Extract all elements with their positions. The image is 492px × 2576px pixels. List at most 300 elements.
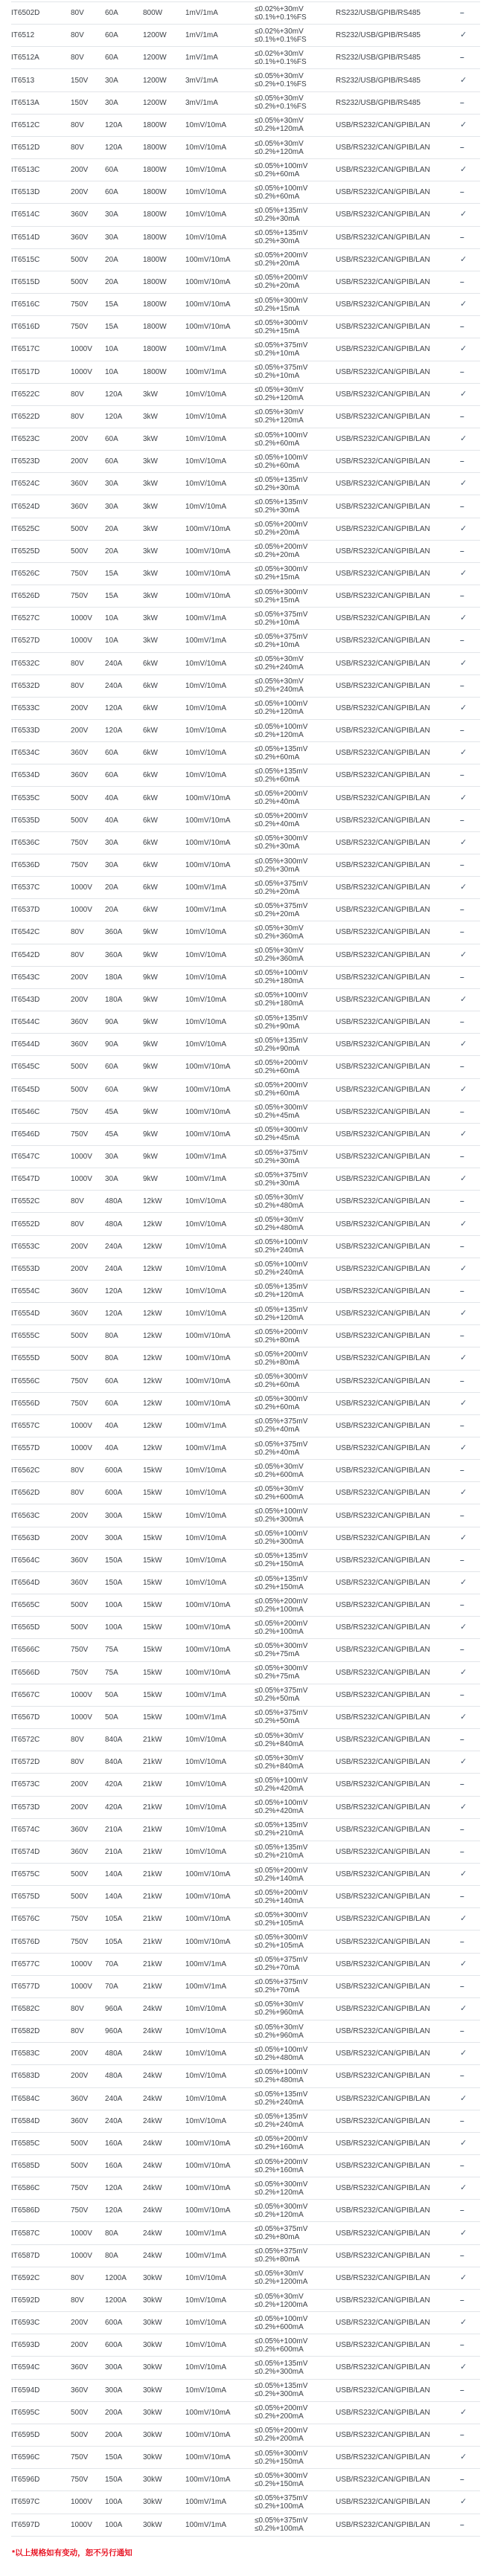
accuracy-voltage-value: ≤0.05%+300mV — [255, 2471, 308, 2480]
interfaces-value: USB/RS232/CAN/GPIB/LAN — [336, 1623, 430, 1632]
model-cell — [11, 1841, 71, 1863]
power-cell — [143, 226, 185, 248]
voltage-value: 1000V — [71, 637, 92, 645]
resolution-value: 100mV/10mA — [185, 255, 231, 264]
current-value: 90A — [105, 1040, 118, 1049]
power-value: 1200W — [143, 76, 167, 85]
interfaces-value: USB/RS232/CAN/GPIB/LAN — [336, 1960, 430, 1968]
model-cell — [11, 608, 71, 630]
accuracy-cell — [255, 2289, 336, 2311]
resolution-cell — [185, 2312, 255, 2334]
power-cell — [143, 764, 185, 787]
model-label: IT6584C — [11, 2094, 40, 2103]
interfaces-cell — [336, 518, 460, 540]
current-value: 70A — [105, 1960, 118, 1968]
accuracy-current-value: ≤0.2%+60mA — [255, 170, 300, 178]
interfaces-cell — [336, 1729, 460, 1751]
current-value: 300A — [105, 2386, 123, 2395]
current-value: 60A — [105, 435, 118, 444]
current-cell — [105, 159, 143, 181]
model-cell — [11, 47, 71, 69]
flag-cell — [460, 899, 480, 921]
interfaces-cell — [336, 1504, 460, 1527]
interfaces-value: USB/RS232/CAN/GPIB/LAN — [336, 323, 430, 332]
voltage-value: 500V — [71, 816, 89, 825]
model-label: IT6565D — [11, 1623, 40, 1632]
table-row — [11, 1751, 480, 1774]
flag-cell — [460, 1258, 480, 1280]
flag-cell — [460, 69, 480, 91]
accuracy-cell — [255, 1527, 336, 1549]
voltage-cell — [71, 899, 105, 921]
accuracy-current-value: ≤0.2%+200mA — [255, 2412, 304, 2421]
current-cell — [105, 809, 143, 831]
resolution-cell — [185, 1908, 255, 1931]
model-label: IT6512A — [11, 54, 39, 62]
accuracy-current-value: ≤0.2%+150mA — [255, 2479, 304, 2488]
voltage-value: 80V — [71, 928, 84, 937]
resolution-cell — [185, 1684, 255, 1706]
power-cell — [143, 248, 185, 271]
accuracy-cell — [255, 2132, 336, 2154]
table-row — [11, 1931, 480, 1953]
resolution-value: 100mV/1mA — [185, 1982, 227, 1991]
table-row — [11, 2132, 480, 2154]
interfaces-cell — [336, 2132, 460, 2154]
resolution-value: 10mV/10mA — [185, 2049, 227, 2058]
current-value: 10A — [105, 367, 118, 376]
power-cell — [143, 428, 185, 450]
current-value: 480A — [105, 2072, 123, 2081]
accuracy-voltage-value: ≤0.05%+135mV — [255, 1014, 308, 1023]
current-cell — [105, 204, 143, 226]
table-row — [11, 787, 480, 809]
accuracy-current-value: ≤0.2%+120mA — [255, 1291, 304, 1300]
accuracy-voltage-value: ≤0.05%+135mV — [255, 744, 308, 753]
resolution-value: 10mV/10mA — [185, 233, 227, 242]
resolution-value: 10mV/10mA — [185, 1242, 227, 1251]
model-cell — [11, 2020, 71, 2043]
model-label: IT6583C — [11, 2049, 40, 2058]
interfaces-value: USB/RS232/CAN/GPIB/LAN — [336, 1018, 430, 1027]
table-row — [11, 2334, 480, 2357]
flag-cell — [460, 1908, 480, 1931]
voltage-cell — [71, 2244, 105, 2267]
voltage-cell — [71, 2401, 105, 2424]
accuracy-current-value: ≤0.1%+0.1%FS — [255, 35, 307, 44]
power-value: 9kW — [143, 995, 158, 1004]
interfaces-value: USB/RS232/CAN/GPIB/LAN — [336, 1758, 430, 1767]
resolution-value: 100mV/1mA — [185, 1960, 227, 1968]
dash-icon: – — [460, 1153, 464, 1162]
resolution-value: 10mV/10mA — [185, 120, 227, 129]
interfaces-value: USB/RS232/CAN/GPIB/LAN — [336, 435, 430, 444]
interfaces-cell — [336, 47, 460, 69]
accuracy-current-value: ≤0.2%+480mA — [255, 1224, 304, 1233]
model-label: IT6584D — [11, 2116, 40, 2125]
table-row — [11, 495, 480, 518]
current-cell — [105, 608, 143, 630]
flag-cell — [460, 1841, 480, 1863]
power-cell — [143, 966, 185, 988]
resolution-value: 100mV/10mA — [185, 1130, 231, 1139]
current-cell — [105, 2357, 143, 2379]
interfaces-value: USB/RS232/CAN/GPIB/LAN — [336, 1107, 430, 1116]
model-cell — [11, 2289, 71, 2311]
power-value: 15kW — [143, 1668, 162, 1677]
flag-cell — [460, 518, 480, 540]
current-value: 20A — [105, 277, 118, 286]
current-value: 140A — [105, 1870, 123, 1879]
model-cell — [11, 1931, 71, 1953]
accuracy-voltage-value: ≤0.05%+375mV — [255, 2493, 308, 2502]
interfaces-cell — [336, 1886, 460, 1908]
interfaces-cell — [336, 1347, 460, 1370]
resolution-value: 10mV/10mA — [185, 1220, 227, 1229]
power-cell — [143, 652, 185, 674]
model-label: IT6532D — [11, 681, 40, 690]
check-icon: ✓ — [460, 658, 467, 668]
table-row — [11, 1101, 480, 1123]
voltage-cell — [71, 451, 105, 473]
accuracy-cell — [255, 1482, 336, 1504]
accuracy-cell — [255, 1235, 336, 1258]
accuracy-current-value: ≤0.2%+0.1%FS — [255, 80, 307, 89]
resolution-cell — [185, 1370, 255, 1392]
voltage-cell — [71, 2043, 105, 2065]
resolution-cell — [185, 383, 255, 405]
current-value: 100A — [105, 2498, 123, 2507]
current-cell — [105, 1549, 143, 1571]
power-value: 6kW — [143, 793, 158, 802]
accuracy-cell — [255, 1392, 336, 1414]
flag-cell — [460, 2312, 480, 2334]
model-label: IT6575D — [11, 1893, 40, 1902]
flag-cell — [460, 25, 480, 47]
model-label: IT6537C — [11, 883, 40, 892]
accuracy-cell — [255, 1325, 336, 1347]
accuracy-voltage-value: ≤0.05%+300mV — [255, 1373, 308, 1382]
accuracy-cell — [255, 809, 336, 831]
accuracy-current-value: ≤0.2%+300mA — [255, 1538, 304, 1547]
interfaces-cell — [336, 159, 460, 181]
current-value: 300A — [105, 2363, 123, 2372]
current-value: 80A — [105, 2229, 118, 2238]
power-value: 15kW — [143, 1511, 162, 1520]
accuracy-voltage-value: ≤0.05%+135mV — [255, 1036, 308, 1045]
accuracy-cell — [255, 1975, 336, 1997]
model-label: IT6542C — [11, 928, 40, 937]
voltage-value: 200V — [71, 2072, 89, 2081]
dash-icon: – — [460, 1982, 464, 1991]
power-cell — [143, 2155, 185, 2177]
resolution-cell — [185, 159, 255, 181]
current-value: 60A — [105, 1085, 118, 1094]
interfaces-value: USB/RS232/CAN/GPIB/LAN — [336, 1579, 430, 1588]
table-row — [11, 1796, 480, 1818]
resolution-value: 100mV/10mA — [185, 1376, 231, 1385]
power-cell — [143, 1997, 185, 2020]
current-cell — [105, 2379, 143, 2401]
current-value: 30A — [105, 838, 118, 847]
table-row — [11, 338, 480, 361]
spec-change-footnote: *以上规格如有变动，恕不另行通知 — [12, 2548, 132, 2557]
accuracy-voltage-value: ≤0.05%+30mV — [255, 1731, 304, 1740]
resolution-cell — [185, 451, 255, 473]
interfaces-cell — [336, 1908, 460, 1931]
model-label: IT6553D — [11, 1264, 40, 1273]
resolution-value: 10mV/10mA — [185, 995, 227, 1004]
interfaces-value: USB/RS232/CAN/GPIB/LAN — [336, 502, 430, 511]
model-label: IT6567D — [11, 1713, 40, 1722]
voltage-cell — [71, 2289, 105, 2311]
interfaces-value: USB/RS232/CAN/GPIB/LAN — [336, 749, 430, 758]
power-value: 1800W — [143, 120, 167, 129]
model-cell — [11, 2222, 71, 2244]
accuracy-voltage-value: ≤0.05%+135mV — [255, 2113, 308, 2122]
power-cell — [143, 1594, 185, 1617]
current-value: 210A — [105, 1847, 123, 1856]
voltage-value: 500V — [71, 255, 89, 264]
model-label: IT6515C — [11, 255, 40, 264]
interfaces-cell — [336, 338, 460, 361]
flag-cell — [460, 2379, 480, 2401]
interfaces-cell — [336, 1527, 460, 1549]
interfaces-cell — [336, 2222, 460, 2244]
resolution-cell — [185, 1863, 255, 1885]
accuracy-voltage-value: ≤0.05%+135mV — [255, 2090, 308, 2099]
model-cell — [11, 226, 71, 248]
interfaces-cell — [336, 361, 460, 383]
current-cell — [105, 1953, 143, 1975]
flag-cell — [460, 1325, 480, 1347]
voltage-cell — [71, 2065, 105, 2087]
flag-cell — [460, 630, 480, 652]
accuracy-current-value: ≤0.2%+100mA — [255, 1627, 304, 1636]
flag-cell — [460, 1953, 480, 1975]
interfaces-cell — [336, 69, 460, 91]
accuracy-current-value: ≤0.2%+20mA — [255, 260, 300, 268]
accuracy-current-value: ≤0.2%+30mA — [255, 214, 300, 223]
check-icon: ✓ — [460, 793, 467, 802]
accuracy-cell — [255, 226, 336, 248]
check-icon: ✓ — [460, 2453, 467, 2462]
resolution-value: 10mV/10mA — [185, 1264, 227, 1273]
flag-cell — [460, 1931, 480, 1953]
flag-cell — [460, 248, 480, 271]
accuracy-voltage-value: ≤0.05%+135mV — [255, 2382, 308, 2391]
check-icon: ✓ — [460, 300, 467, 309]
power-value: 1200W — [143, 54, 167, 62]
power-value: 9kW — [143, 1107, 158, 1116]
accuracy-voltage-value: ≤0.05%+300mV — [255, 318, 308, 327]
current-cell — [105, 944, 143, 966]
flag-cell — [460, 966, 480, 988]
dash-icon: – — [460, 861, 464, 870]
model-cell — [11, 1235, 71, 1258]
current-value: 840A — [105, 1758, 123, 1767]
current-value: 150A — [105, 2476, 123, 2485]
current-cell — [105, 2065, 143, 2087]
power-cell — [143, 1280, 185, 1302]
interfaces-value: USB/RS232/CAN/GPIB/LAN — [336, 390, 430, 399]
interfaces-value: USB/RS232/CAN/GPIB/LAN — [336, 973, 430, 982]
model-cell — [11, 2155, 71, 2177]
current-value: 60A — [105, 457, 118, 466]
resolution-value: 100mV/10mA — [185, 861, 231, 870]
accuracy-current-value: ≤0.2%+80mA — [255, 2255, 300, 2264]
voltage-value: 80V — [71, 2027, 84, 2036]
resolution-cell — [185, 2244, 255, 2267]
model-label: IT6596C — [11, 2453, 40, 2462]
voltage-value: 80V — [71, 1736, 84, 1745]
accuracy-voltage-value: ≤0.05%+30mV — [255, 677, 304, 686]
table-row — [11, 1414, 480, 1437]
voltage-value: 750V — [71, 1130, 89, 1139]
interfaces-value: RS232/USB/GPIB/RS485 — [336, 98, 421, 107]
resolution-cell — [185, 674, 255, 697]
current-cell — [105, 562, 143, 585]
interfaces-cell — [336, 764, 460, 787]
power-value: 1200W — [143, 98, 167, 107]
dash-icon: – — [460, 1466, 464, 1475]
table-row — [11, 1325, 480, 1347]
power-cell — [143, 2357, 185, 2379]
current-cell — [105, 2312, 143, 2334]
accuracy-voltage-value: ≤0.02%+30mV — [255, 49, 304, 58]
voltage-value: 200V — [71, 1511, 89, 1520]
accuracy-voltage-value: ≤0.05%+300mV — [255, 1126, 308, 1135]
accuracy-cell — [255, 114, 336, 136]
model-cell — [11, 1303, 71, 1325]
interfaces-cell — [336, 2043, 460, 2065]
dash-icon: – — [460, 1332, 464, 1341]
dash-icon: – — [460, 2476, 464, 2485]
accuracy-voltage-value: ≤0.05%+300mV — [255, 587, 308, 596]
interfaces-value: USB/RS232/CAN/GPIB/LAN — [336, 1937, 430, 1946]
current-value: 30A — [105, 233, 118, 242]
table-row — [11, 1347, 480, 1370]
power-cell — [143, 1751, 185, 1774]
accuracy-cell — [255, 2514, 336, 2536]
resolution-cell — [185, 1191, 255, 1213]
accuracy-cell — [255, 2065, 336, 2087]
current-cell — [105, 473, 143, 495]
voltage-value: 500V — [71, 2408, 89, 2417]
voltage-value: 500V — [71, 1354, 89, 1363]
interfaces-value: USB/RS232/CAN/GPIB/LAN — [336, 771, 430, 780]
resolution-value: 100mV/1mA — [185, 1444, 227, 1453]
table-row — [11, 1504, 480, 1527]
interfaces-cell — [336, 697, 460, 719]
flag-cell — [460, 47, 480, 69]
current-value: 50A — [105, 1690, 118, 1699]
table-row — [11, 248, 480, 271]
model-label: IT6597D — [11, 2520, 40, 2529]
accuracy-cell — [255, 2447, 336, 2469]
model-cell — [11, 248, 71, 271]
current-cell — [105, 2334, 143, 2357]
power-cell — [143, 91, 185, 114]
accuracy-voltage-value: ≤0.05%+375mV — [255, 1956, 308, 1965]
interfaces-cell — [336, 540, 460, 562]
model-label: IT6574D — [11, 1847, 40, 1856]
voltage-cell — [71, 1908, 105, 1931]
model-cell — [11, 2087, 71, 2110]
accuracy-current-value: ≤0.2%+10mA — [255, 349, 300, 358]
table-row — [11, 405, 480, 428]
resolution-value: 10mV/10mA — [185, 2273, 227, 2282]
current-value: 20A — [105, 524, 118, 533]
power-value: 21kW — [143, 1937, 162, 1946]
model-label: IT6515D — [11, 277, 40, 286]
accuracy-current-value: ≤0.2%+75mA — [255, 1672, 300, 1681]
current-cell — [105, 1145, 143, 1168]
accuracy-voltage-value: ≤0.05%+30mV — [255, 1193, 304, 1202]
voltage-value: 200V — [71, 1242, 89, 1251]
accuracy-current-value: ≤0.2%+150mA — [255, 1560, 304, 1569]
flag-cell — [460, 1796, 480, 1818]
accuracy-voltage-value: ≤0.05%+300mV — [255, 834, 308, 843]
accuracy-current-value: ≤0.2%+30mA — [255, 1156, 300, 1165]
power-value: 30kW — [143, 2453, 162, 2462]
resolution-value: 10mV/10mA — [185, 659, 227, 668]
power-cell — [143, 1437, 185, 1460]
model-label: IT6556D — [11, 1399, 40, 1408]
model-label: IT6577C — [11, 1960, 40, 1968]
power-cell — [143, 2401, 185, 2424]
model-cell — [11, 1123, 71, 1145]
voltage-cell — [71, 1347, 105, 1370]
interfaces-cell — [336, 383, 460, 405]
interfaces-cell — [336, 1437, 460, 1460]
accuracy-current-value: ≤0.2%+10mA — [255, 618, 300, 627]
power-value: 30kW — [143, 2386, 162, 2395]
accuracy-cell — [255, 1011, 336, 1034]
accuracy-cell — [255, 899, 336, 921]
flag-cell — [460, 921, 480, 944]
voltage-cell — [71, 1527, 105, 1549]
model-cell — [11, 473, 71, 495]
resolution-value: 100mV/10mA — [185, 793, 231, 802]
accuracy-cell — [255, 159, 336, 181]
model-label: IT6536C — [11, 838, 40, 847]
accuracy-cell — [255, 181, 336, 204]
accuracy-current-value: ≤0.2%+30mA — [255, 865, 300, 874]
accuracy-current-value: ≤0.2%+140mA — [255, 1874, 304, 1883]
dash-icon: – — [460, 1376, 464, 1385]
check-icon: ✓ — [460, 883, 467, 892]
flag-cell — [460, 2110, 480, 2132]
model-cell — [11, 451, 71, 473]
flag-cell — [460, 988, 480, 1011]
interfaces-value: USB/RS232/CAN/GPIB/LAN — [336, 1982, 430, 1991]
voltage-value: 750V — [71, 1399, 89, 1408]
interfaces-value: USB/RS232/CAN/GPIB/LAN — [336, 120, 430, 129]
model-cell — [11, 2357, 71, 2379]
voltage-cell — [71, 361, 105, 383]
accuracy-current-value: ≤0.2%+15mA — [255, 326, 300, 335]
resolution-cell — [185, 966, 255, 988]
table-row — [11, 1482, 480, 1504]
accuracy-cell — [255, 316, 336, 338]
resolution-value: 100mV/10mA — [185, 1646, 231, 1655]
power-cell — [143, 1123, 185, 1145]
power-cell — [143, 473, 185, 495]
voltage-value: 500V — [71, 1085, 89, 1094]
model-cell — [11, 809, 71, 831]
interfaces-value: USB/RS232/CAN/GPIB/LAN — [336, 1444, 430, 1453]
